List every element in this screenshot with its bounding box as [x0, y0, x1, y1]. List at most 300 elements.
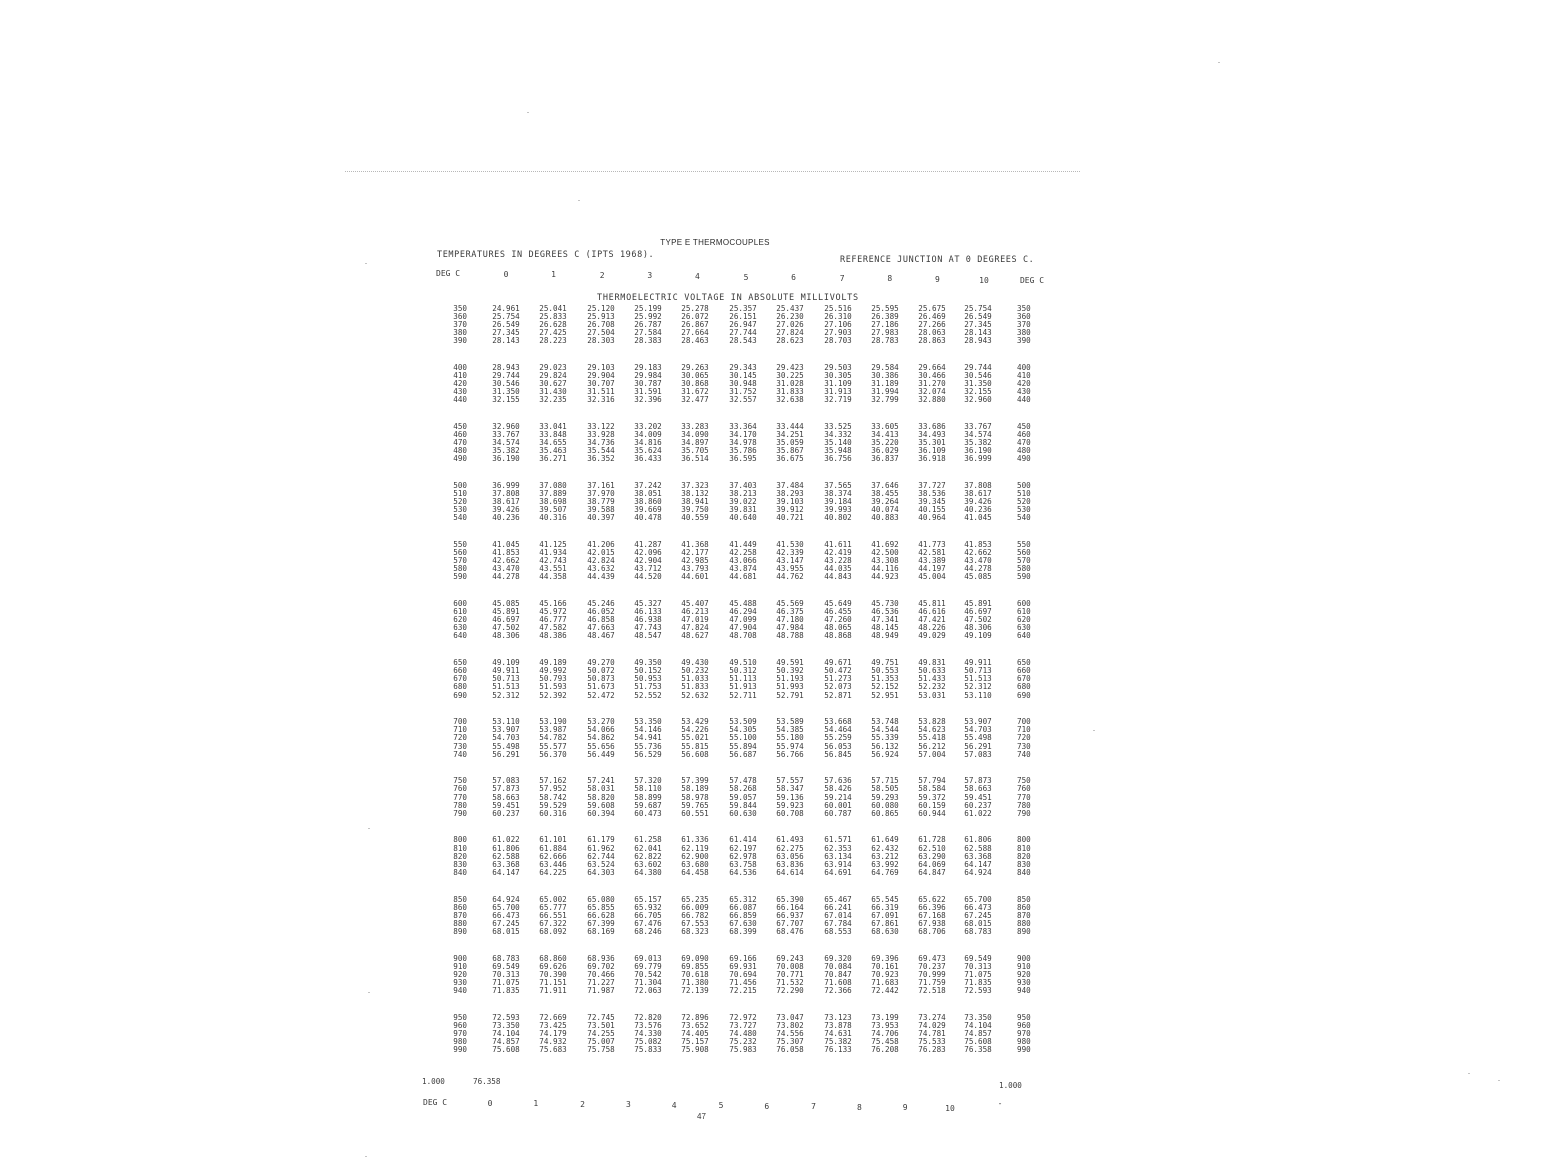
voltage-cell: 28.463 [681, 336, 709, 346]
voltage-cell: 60.551 [681, 808, 709, 818]
voltage-cell: 47.180 [776, 615, 804, 625]
voltage-cell: 25.437 [776, 304, 804, 313]
voltage-cell: 29.503 [824, 363, 852, 373]
table-row [0, 726, 1544, 734]
voltage-cell: 71.608 [824, 977, 852, 987]
table-row [0, 514, 1544, 522]
voltage-cell: 50.232 [681, 666, 709, 676]
voltage-cell: 57.399 [681, 776, 709, 786]
column-footer: 5 [718, 1101, 724, 1110]
voltage-cell: 60.237 [492, 808, 520, 818]
voltage-cell: 48.708 [729, 631, 757, 641]
voltage-cell: 37.080 [539, 481, 567, 491]
voltage-cell: 71.987 [587, 985, 615, 995]
row-temperature-left: 810 [453, 843, 467, 853]
voltage-cell: 35.544 [587, 446, 615, 456]
row-temperature-left: 790 [453, 808, 467, 818]
voltage-cell: 57.636 [824, 776, 852, 786]
voltage-cell: 44.439 [587, 572, 615, 582]
table-row [0, 632, 1544, 640]
voltage-cell: 25.278 [681, 304, 709, 313]
voltage-cell: 51.993 [776, 682, 804, 692]
row-temperature-right: 860 [1017, 902, 1031, 912]
voltage-cell: 68.092 [539, 926, 567, 936]
voltage-cell: 61.022 [492, 835, 520, 845]
row-temperature-right: 540 [1017, 513, 1031, 523]
voltage-cell: 54.703 [492, 733, 520, 743]
voltage-cell: 53.031 [918, 690, 946, 700]
row-temperature-left: 430 [453, 387, 467, 397]
voltage-cell: 54.782 [539, 733, 567, 743]
voltage-cell: 33.848 [539, 430, 567, 440]
voltage-cell: 71.075 [964, 969, 992, 979]
voltage-cell: 60.865 [871, 808, 899, 818]
voltage-cell: 32.316 [587, 395, 615, 405]
voltage-cell: 59.136 [776, 792, 804, 802]
table-row [0, 743, 1544, 751]
voltage-cell: 36.999 [964, 454, 992, 464]
voltage-cell: 29.343 [729, 363, 757, 373]
column-header: 0 [503, 269, 509, 279]
voltage-cell: 53.270 [587, 717, 615, 727]
voltage-cell: 58.268 [729, 784, 757, 794]
voltage-cell: 29.744 [492, 371, 520, 381]
table-row [0, 1030, 1544, 1038]
voltage-cell: 52.791 [776, 690, 804, 700]
voltage-cell: 39.345 [918, 497, 946, 507]
voltage-cell: 62.900 [681, 851, 709, 861]
row-temperature-right: 910 [1017, 961, 1031, 971]
row-temperature-right: 770 [1017, 792, 1031, 802]
voltage-cell: 31.752 [729, 387, 757, 397]
voltage-cell: 55.498 [492, 741, 520, 751]
voltage-cell: 53.429 [681, 717, 709, 727]
voltage-cell: 61.258 [634, 835, 662, 845]
voltage-cell: 75.908 [681, 1044, 709, 1054]
voltage-cell: 59.451 [492, 800, 520, 810]
voltage-cell: 56.053 [824, 741, 852, 751]
voltage-cell: 41.206 [587, 540, 615, 550]
voltage-cell: 63.212 [871, 851, 899, 861]
row-temperature-left: 960 [453, 1020, 467, 1030]
voltage-cell: 54.623 [918, 725, 946, 735]
voltage-cell: 74.029 [918, 1020, 946, 1030]
column-header: 3 [647, 271, 653, 281]
column-footer: 0 [487, 1098, 493, 1108]
row-temperature-right: 970 [1017, 1028, 1031, 1038]
voltage-cell: 70.771 [776, 969, 804, 979]
voltage-cell: 42.581 [918, 548, 946, 558]
voltage-cell: 59.844 [729, 800, 757, 810]
voltage-cell: 49.109 [492, 658, 520, 668]
voltage-cell: 46.294 [729, 607, 757, 617]
voltage-cell: 69.931 [729, 961, 757, 971]
voltage-cell: 45.327 [634, 599, 662, 609]
voltage-cell: 40.236 [964, 505, 992, 515]
voltage-cell: 44.843 [824, 572, 852, 582]
voltage-cell: 57.952 [539, 784, 567, 794]
voltage-cell: 30.627 [539, 379, 567, 389]
row-temperature-left: 530 [453, 505, 467, 515]
voltage-cell: 37.808 [492, 489, 520, 499]
voltage-cell: 34.574 [964, 430, 992, 440]
row-temperature-right: 390 [1017, 336, 1031, 346]
voltage-cell: 68.706 [918, 926, 946, 936]
voltage-cell: 47.502 [964, 615, 992, 625]
voltage-cell: 56.449 [587, 749, 615, 759]
voltage-cell: 57.162 [539, 776, 567, 786]
voltage-cell: 76.283 [918, 1044, 946, 1054]
voltage-cell: 45.004 [918, 572, 946, 582]
voltage-cell: 44.116 [871, 564, 899, 574]
table-row [0, 431, 1544, 439]
voltage-cell: 69.090 [681, 953, 709, 963]
row-temperature-right: 890 [1017, 926, 1031, 936]
table-row [0, 1022, 1544, 1030]
voltage-cell: 25.754 [964, 304, 992, 313]
voltage-cell: 74.104 [964, 1020, 992, 1030]
voltage-cell: 73.350 [492, 1020, 520, 1030]
table-row [0, 337, 1544, 345]
voltage-cell: 45.891 [964, 599, 992, 609]
voltage-cell: 27.345 [492, 328, 520, 338]
voltage-cell: 52.152 [871, 682, 899, 692]
voltage-cell: 72.972 [729, 1012, 757, 1022]
voltage-cell: 53.190 [539, 717, 567, 727]
voltage-cell: 46.536 [871, 607, 899, 617]
table-row [0, 372, 1544, 380]
voltage-cell: 47.904 [729, 623, 757, 633]
voltage-cell: 40.236 [492, 513, 520, 523]
row-temperature-left: 360 [453, 312, 467, 322]
voltage-cell: 32.880 [918, 395, 946, 405]
voltage-cell: 48.547 [634, 631, 662, 641]
voltage-cell: 69.855 [681, 961, 709, 971]
voltage-cell: 68.860 [539, 953, 567, 963]
row-temperature-left: 950 [453, 1012, 467, 1022]
row-temperature-left: 640 [453, 631, 467, 641]
voltage-cell: 29.744 [964, 363, 992, 373]
voltage-cell: 54.385 [776, 725, 804, 735]
voltage-cell: 37.970 [587, 489, 615, 499]
voltage-cell: 67.014 [824, 910, 852, 920]
table-row [0, 498, 1544, 506]
voltage-cell: 73.878 [824, 1020, 852, 1030]
voltage-cell: 26.469 [918, 312, 946, 322]
voltage-cell: 44.278 [492, 572, 520, 582]
voltage-cell: 62.510 [918, 843, 946, 853]
table-row [0, 305, 1544, 313]
voltage-cell: 38.779 [587, 497, 615, 507]
voltage-cell: 26.072 [681, 312, 709, 322]
voltage-cell: 41.853 [964, 540, 992, 550]
voltage-cell: 74.631 [824, 1028, 852, 1038]
row-temperature-left: 750 [453, 776, 467, 786]
voltage-cell: 41.853 [492, 548, 520, 558]
voltage-cell: 34.897 [681, 438, 709, 448]
voltage-cell: 69.320 [824, 953, 852, 963]
voltage-cell: 74.330 [634, 1028, 662, 1038]
scan-speck [1218, 62, 1220, 63]
voltage-cell: 29.584 [871, 363, 899, 373]
column-header: 1 [551, 270, 556, 280]
voltage-cell: 72.139 [681, 985, 709, 995]
voltage-cell: 27.903 [824, 328, 852, 338]
voltage-cell: 57.557 [776, 776, 804, 786]
voltage-cell: 48.386 [539, 631, 567, 641]
voltage-cell: 31.350 [492, 387, 520, 397]
voltage-cell: 72.290 [776, 985, 804, 995]
voltage-cell: 49.270 [587, 658, 615, 668]
voltage-cell: 28.383 [634, 336, 662, 346]
voltage-cell: 71.683 [871, 977, 899, 987]
voltage-cell: 27.266 [918, 320, 946, 330]
voltage-cell: 35.382 [492, 446, 520, 456]
voltage-cell: 72.593 [492, 1012, 520, 1022]
voltage-cell: 71.227 [587, 977, 615, 987]
voltage-cell: 50.713 [492, 674, 520, 684]
voltage-cell: 73.199 [871, 1012, 899, 1022]
row-temperature-right: 750 [1017, 776, 1031, 786]
voltage-cell: 33.525 [824, 422, 852, 432]
voltage-cell: 34.574 [492, 438, 520, 448]
voltage-cell: 40.721 [776, 513, 804, 523]
footer-dash: - [997, 1099, 1003, 1108]
voltage-cell: 60.708 [776, 808, 804, 818]
row-temperature-right: 600 [1017, 599, 1031, 609]
voltage-cell: 30.546 [964, 371, 992, 381]
voltage-cell: 73.047 [776, 1012, 804, 1022]
voltage-cell: 31.591 [634, 387, 662, 397]
row-temperature-right: 660 [1017, 666, 1031, 676]
column-footer: 10 [945, 1103, 955, 1113]
voltage-cell: 46.133 [634, 607, 662, 617]
voltage-cell: 48.627 [681, 631, 709, 641]
voltage-cell: 73.576 [634, 1020, 662, 1030]
voltage-cell: 38.293 [776, 489, 804, 499]
column-header: 4 [694, 272, 700, 281]
voltage-cell: 25.913 [587, 312, 615, 322]
voltage-cell: 33.605 [871, 422, 899, 432]
voltage-cell: 48.226 [918, 623, 946, 633]
row-temperature-right: 930 [1017, 977, 1031, 987]
voltage-cell: 57.083 [492, 776, 520, 786]
voltage-cell: 51.673 [587, 682, 615, 692]
voltage-cell: 39.507 [539, 505, 567, 515]
voltage-cell: 66.782 [681, 910, 709, 920]
column-footer: 9 [902, 1103, 908, 1112]
table-row [0, 734, 1544, 742]
row-temperature-left: 520 [453, 497, 467, 507]
voltage-cell: 63.602 [634, 859, 662, 869]
voltage-cell: 67.784 [824, 918, 852, 928]
voltage-cell: 26.549 [492, 320, 520, 330]
voltage-cell: 45.407 [681, 599, 709, 609]
voltage-cell: 54.941 [634, 733, 662, 743]
voltage-cell: 55.100 [729, 733, 757, 743]
voltage-cell: 60.316 [539, 808, 567, 818]
table-row [0, 329, 1544, 337]
voltage-cell: 36.999 [492, 481, 520, 491]
table-row [0, 573, 1544, 581]
row-temperature-left: 890 [453, 926, 467, 936]
voltage-cell: 43.308 [871, 556, 899, 566]
row-temperature-left: 770 [453, 792, 467, 802]
row-temperature-left: 990 [453, 1044, 467, 1054]
voltage-cell: 52.951 [871, 690, 899, 700]
voltage-cell: 67.707 [776, 918, 804, 928]
voltage-cell: 43.632 [587, 564, 615, 574]
voltage-cell: 73.953 [871, 1020, 899, 1030]
row-temperature-right: 680 [1017, 682, 1031, 692]
voltage-cell: 50.953 [634, 674, 662, 684]
voltage-cell: 52.711 [729, 690, 757, 700]
voltage-cell: 43.712 [634, 564, 662, 574]
row-temperature-left: 570 [453, 556, 467, 566]
voltage-cell: 45.085 [492, 599, 520, 609]
voltage-cell: 58.031 [587, 784, 615, 794]
voltage-cell: 45.085 [964, 572, 992, 582]
row-temperature-left: 350 [453, 304, 467, 313]
voltage-cell: 65.467 [824, 894, 852, 904]
voltage-cell: 59.372 [918, 792, 946, 802]
voltage-cell: 62.119 [681, 843, 709, 853]
voltage-cell: 66.628 [587, 910, 615, 920]
voltage-cell: 65.080 [587, 894, 615, 904]
voltage-cell: 53.350 [634, 717, 662, 727]
row-temperature-right: 590 [1017, 572, 1031, 582]
voltage-cell: 55.815 [681, 741, 709, 751]
row-temperature-right: 480 [1017, 446, 1031, 456]
row-temperature-left: 830 [453, 859, 467, 869]
voltage-cell: 40.964 [918, 513, 946, 523]
voltage-cell: 48.306 [964, 623, 992, 633]
voltage-cell: 67.630 [729, 918, 757, 928]
row-temperature-left: 850 [453, 894, 467, 904]
voltage-cell: 45.488 [729, 599, 757, 609]
table-row [0, 482, 1544, 490]
voltage-cell: 55.180 [776, 733, 804, 743]
voltage-cell: 50.633 [918, 666, 946, 676]
voltage-cell: 66.396 [918, 902, 946, 912]
voltage-cell: 70.847 [824, 969, 852, 979]
voltage-cell: 47.743 [634, 623, 662, 633]
voltage-cell: 57.794 [918, 776, 946, 786]
voltage-cell: 26.867 [681, 320, 709, 330]
voltage-cell: 39.750 [681, 505, 709, 515]
voltage-cell: 65.312 [729, 894, 757, 904]
voltage-cell: 54.066 [587, 725, 615, 735]
voltage-cell: 61.806 [964, 835, 992, 845]
table-row [0, 955, 1544, 963]
voltage-cell: 57.004 [918, 749, 946, 759]
voltage-cell: 56.291 [492, 749, 520, 759]
table-row [0, 987, 1544, 995]
voltage-cell: 26.708 [587, 320, 615, 330]
voltage-cell: 36.514 [681, 454, 709, 464]
voltage-cell: 70.694 [729, 969, 757, 979]
table-row [0, 794, 1544, 802]
voltage-cell: 59.765 [681, 800, 709, 810]
voltage-cell: 32.235 [539, 395, 567, 405]
row-temperature-left: 740 [453, 749, 467, 759]
column-header: 8 [887, 274, 893, 284]
scan-artifact-line [345, 171, 1080, 172]
voltage-cell: 65.002 [539, 894, 567, 904]
row-temperature-right: 370 [1017, 320, 1031, 330]
voltage-cell: 75.758 [587, 1044, 615, 1054]
voltage-cell: 32.719 [824, 395, 852, 405]
voltage-cell: 41.449 [729, 540, 757, 550]
voltage-cell: 30.787 [634, 379, 662, 389]
voltage-cell: 70.390 [539, 969, 567, 979]
voltage-cell: 63.056 [776, 851, 804, 861]
voltage-cell: 49.029 [918, 631, 946, 641]
voltage-cell: 26.389 [871, 312, 899, 322]
voltage-cell: 65.700 [492, 902, 520, 912]
voltage-cell: 61.728 [918, 835, 946, 845]
row-temperature-right: 900 [1017, 953, 1031, 963]
voltage-cell: 44.197 [918, 564, 946, 574]
row-temperature-left: 690 [453, 690, 467, 700]
voltage-cell: 68.246 [634, 926, 662, 936]
voltage-cell: 43.551 [539, 564, 567, 574]
row-temperature-right: 710 [1017, 725, 1031, 735]
voltage-cell: 42.258 [729, 548, 757, 558]
voltage-cell: 69.779 [634, 961, 662, 971]
voltage-cell: 28.543 [729, 336, 757, 346]
table-row [0, 541, 1544, 549]
row-temperature-right: 550 [1017, 540, 1031, 550]
row-temperature-right: 980 [1017, 1036, 1031, 1046]
voltage-cell: 42.824 [587, 556, 615, 566]
voltage-cell: 75.533 [918, 1036, 946, 1046]
voltage-cell: 67.168 [918, 910, 946, 920]
row-temperature-right: 780 [1017, 800, 1031, 810]
table-row [0, 861, 1544, 869]
voltage-cell: 57.478 [729, 776, 757, 786]
voltage-cell: 39.264 [871, 497, 899, 507]
voltage-cell: 57.241 [587, 776, 615, 786]
voltage-cell: 69.473 [918, 953, 946, 963]
row-temperature-right: 840 [1017, 867, 1031, 877]
voltage-cell: 56.212 [918, 741, 946, 751]
voltage-cell: 50.312 [729, 666, 757, 676]
voltage-cell: 52.392 [539, 690, 567, 700]
voltage-cell: 49.911 [492, 666, 520, 676]
voltage-cell: 26.230 [776, 312, 804, 322]
voltage-cell: 49.671 [824, 658, 852, 668]
voltage-cell: 27.584 [634, 328, 662, 338]
voltage-cell: 71.151 [539, 977, 567, 987]
voltage-cell: 56.291 [964, 741, 992, 751]
column-header: 10 [979, 275, 989, 285]
voltage-cell: 61.414 [729, 835, 757, 845]
voltage-cell: 33.767 [964, 422, 992, 432]
table-row [0, 600, 1544, 608]
voltage-cell: 75.608 [964, 1036, 992, 1046]
voltage-cell: 68.783 [964, 926, 992, 936]
voltage-cell: 61.962 [587, 843, 615, 853]
voltage-cell: 59.608 [587, 800, 615, 810]
voltage-cell: 34.170 [729, 430, 757, 440]
voltage-cell: 59.293 [871, 792, 899, 802]
voltage-cell: 55.577 [539, 741, 567, 751]
voltage-cell: 28.703 [824, 336, 852, 346]
voltage-cell: 29.904 [587, 371, 615, 381]
row-temperature-right: 350 [1017, 304, 1031, 313]
voltage-cell: 28.623 [776, 336, 804, 346]
